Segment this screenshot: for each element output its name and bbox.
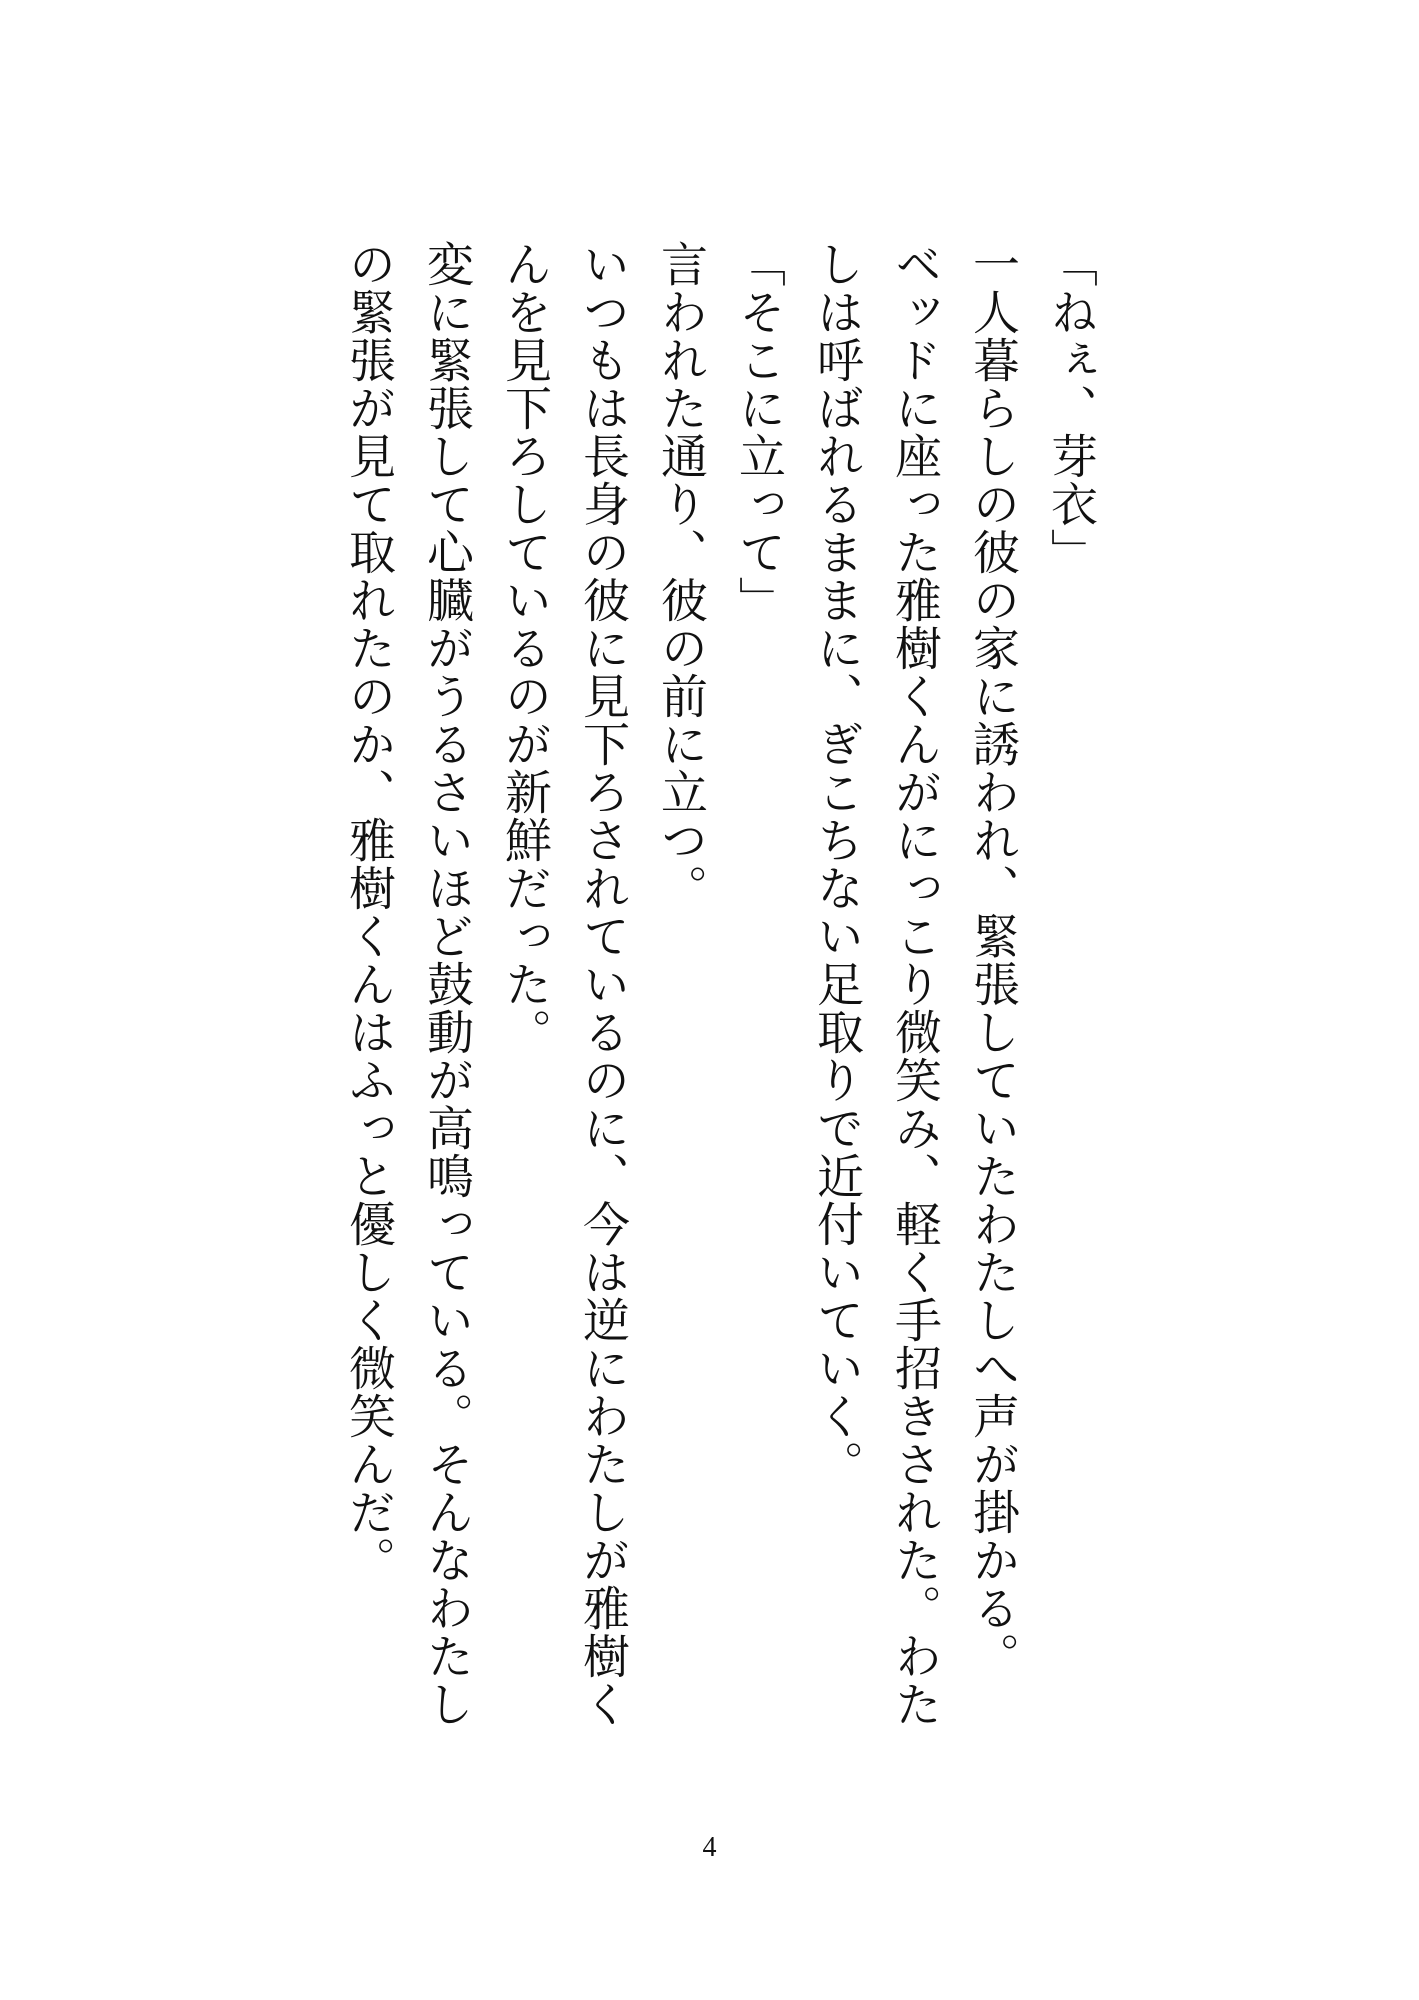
page-number: 4 <box>702 1832 717 1863</box>
text-line-3: ベッドに座った雅樹くんがにっこり微笑み、軽く手招きされた。わた <box>887 240 942 1728</box>
text-line-9: 変に緊張して心臓がうるさいほど鼓動が高鳴っている。そんなわたし <box>419 240 474 1728</box>
text-line-5: 「そこに立って」 <box>731 240 786 624</box>
text-line-8: んを見下ろしているのが新鮮だった。 <box>497 240 552 1056</box>
text-line-6: 言われた通り、彼の前に立つ。 <box>653 240 708 912</box>
text-line-1: 「ねぇ、芽衣」 <box>1043 240 1098 576</box>
vertical-text-body <box>329 240 1109 1780</box>
text-line-4: しは呼ばれるままに、ぎこちない足取りで近付いていく。 <box>809 240 864 1488</box>
text-line-2: 一人暮らしの彼の家に誘われ、緊張していたわたしへ声が掛かる。 <box>965 240 1020 1680</box>
text-line-10: の緊張が見て取れたのか、雅樹くんはふっと優しく微笑んだ。 <box>341 240 396 1584</box>
text-line-7: いつもは長身の彼に見下ろされているのに、今は逆にわたしが雅樹く <box>575 240 630 1728</box>
